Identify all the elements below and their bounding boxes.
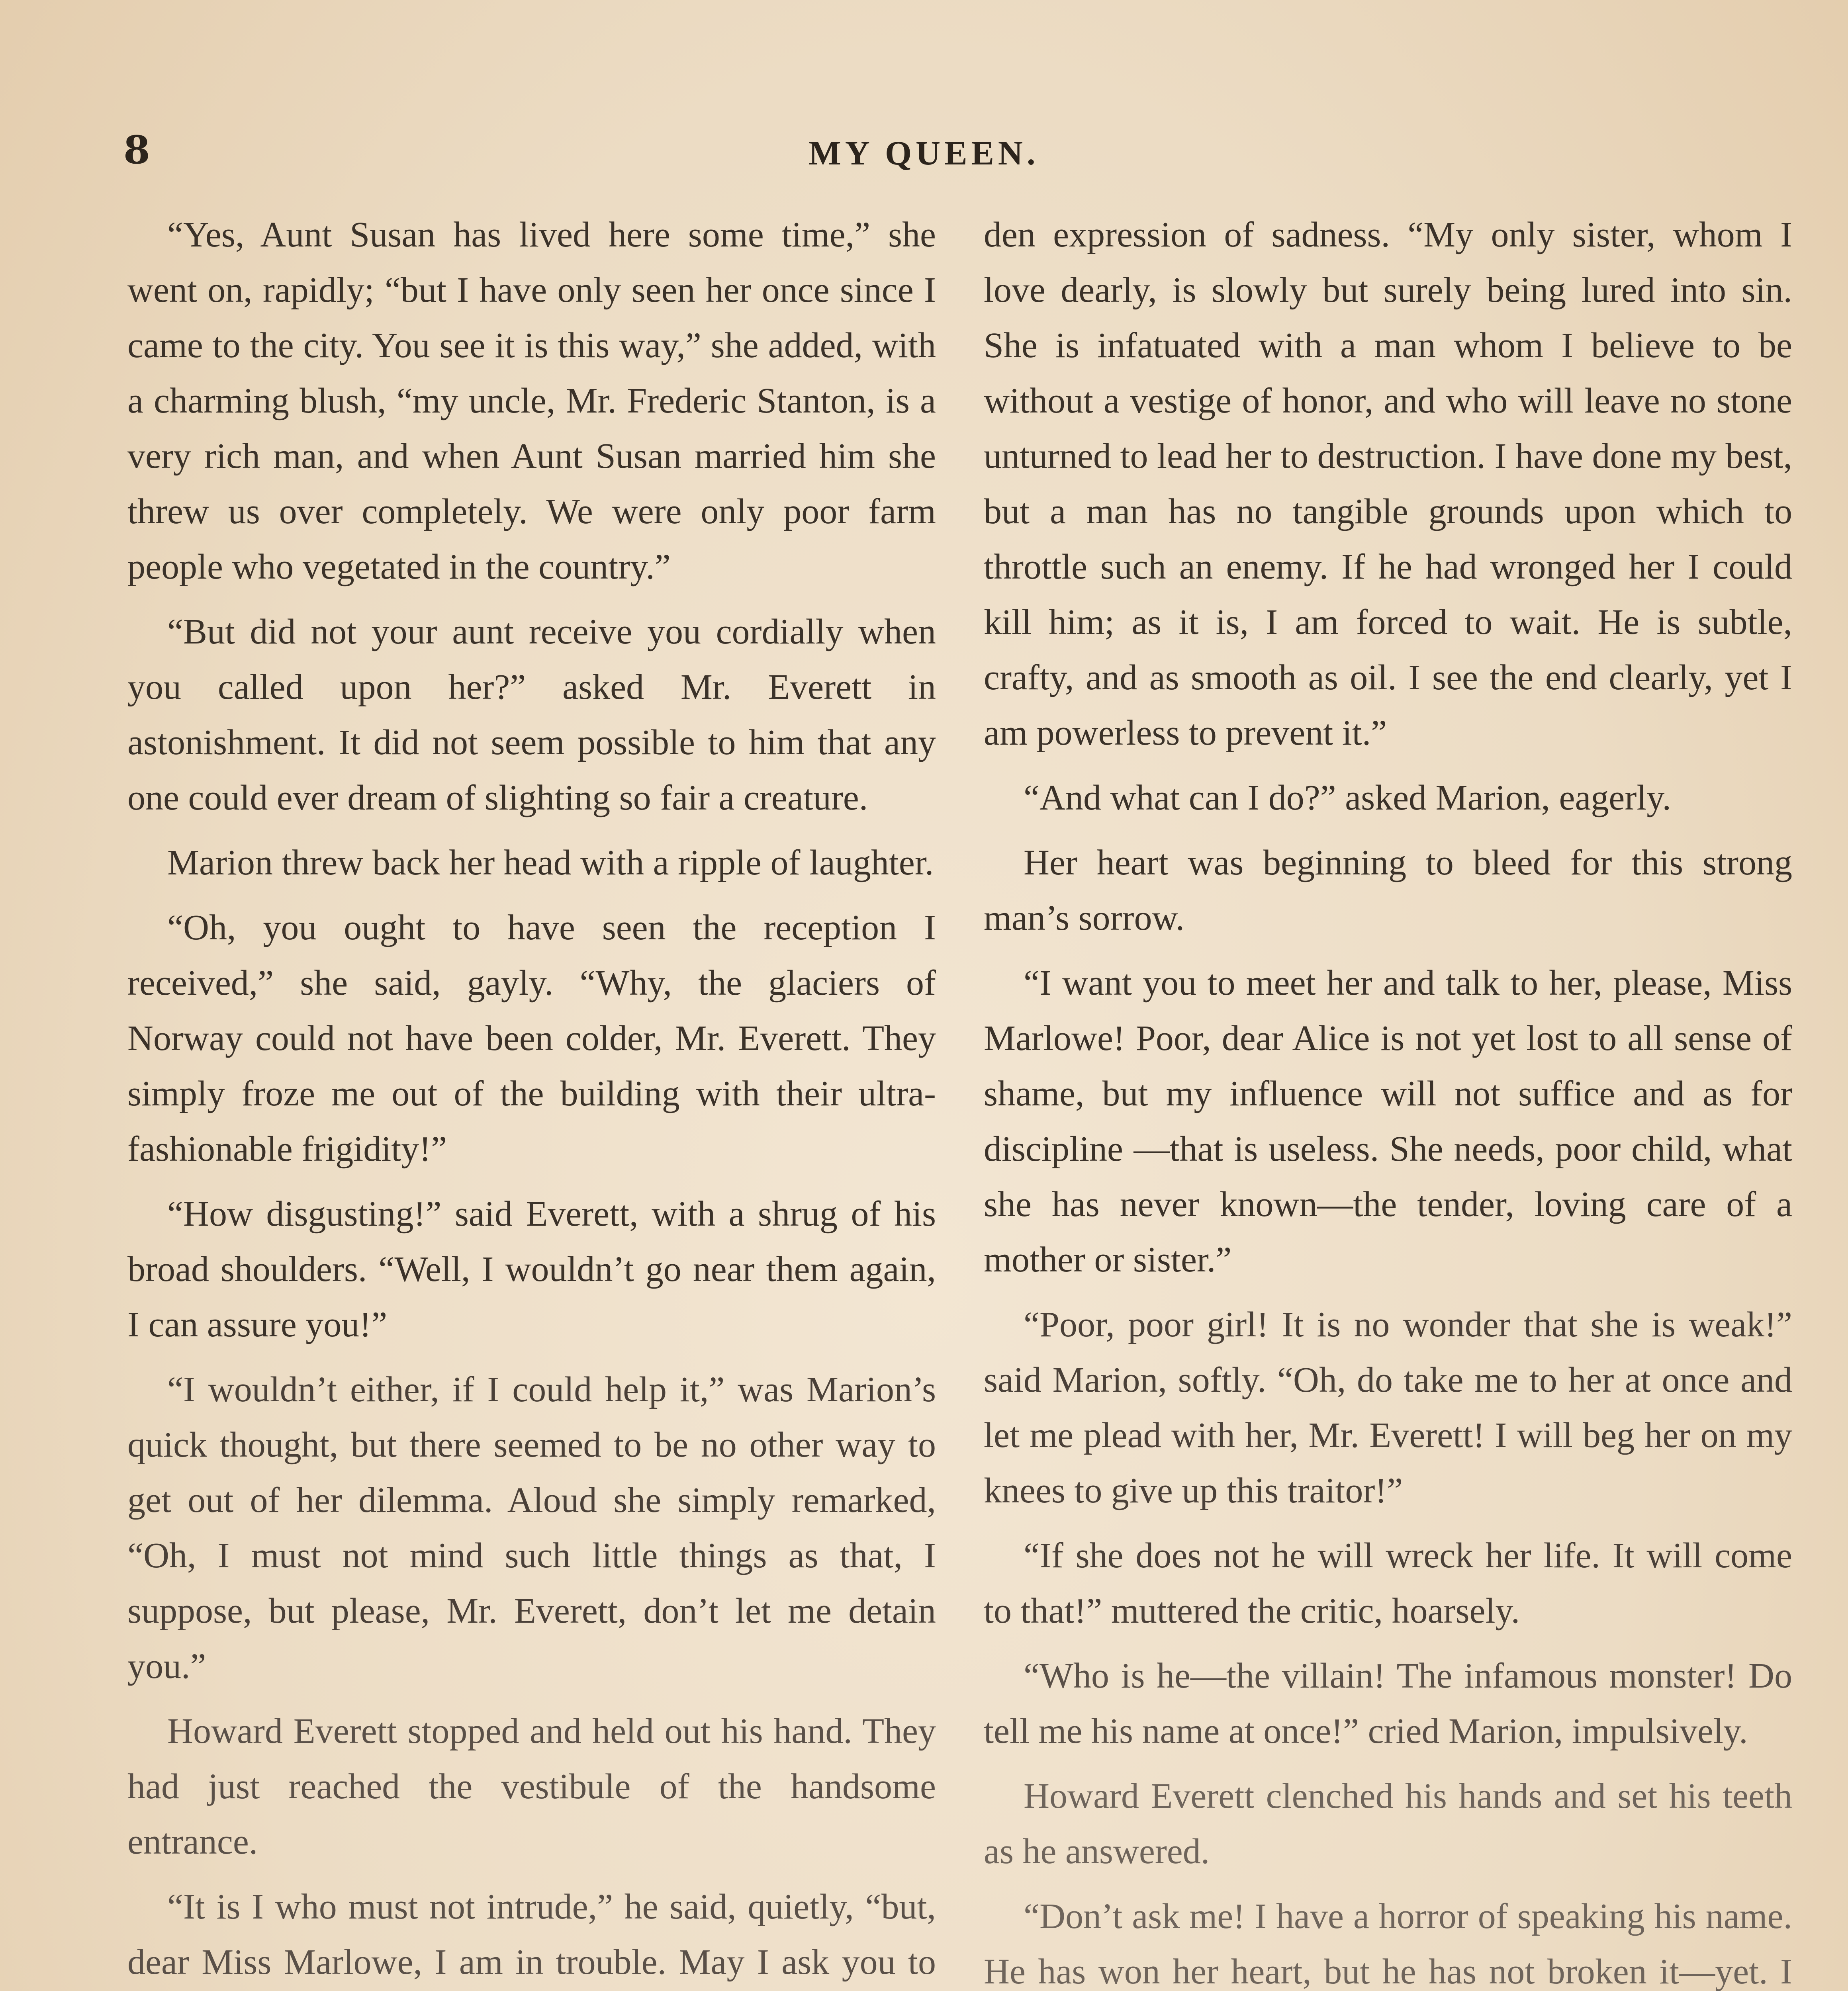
paragraph: Howard Everett clenched his hands and set his teeth as he answered.	[984, 1776, 1792, 1871]
page-title: MY QUEEN.	[808, 134, 1040, 172]
paragraph: “How disgusting!” said Everett, with a shrug of his broad shoulders. “Well, I wouldn’t go near them again, I can assure you!”	[127, 1194, 936, 1344]
paragraph: “Oh, you ought to have seen the reception I received,” she said, gayly. “Why, the glaciers of Norway could not have been colder, Mr. Everett. They simply froze me out of the building with their ultra-fashionable frigidity!”	[127, 908, 936, 1169]
paragraph: “I wouldn’t either, if I could help it,” was Marion’s quick thought, but there seemed to be no other way to get out of her dilemma. Aloud she simply remarked, “Oh, I must not mind such little things as that, I suppose, but please, Mr. Everett, don’t let me detain you.”	[127, 1370, 936, 1686]
paragraph: “Yes, Aunt Susan has lived here some time,” she went on, rapidly; “but I have only seen her once since I came to the city. You see it is this way,” she added, with a charming blush, “my uncle, Mr. Frederic Stanton, is a very rich man, and when Aunt Susan married him she threw us over completely. We were only poor farm people who vegetated in the country.”	[127, 215, 936, 587]
paragraph: “If she does not he will wreck her life. It will come to that!” muttered the critic, hoarsely.	[984, 1536, 1792, 1631]
paragraph: “Don’t ask me! I have a horror of speaking his name. He has won her heart, but he has not broken it—yet. I	[984, 1897, 1792, 1991]
right-text-column	[984, 207, 1792, 1991]
paragraph: “I want you to meet her and talk to her, please, Miss Marlowe! Poor, dear Alice is not yet lost to all sense of shame, but my influence will not suffice and as for discipline —that is useless. She needs, poor child, what she has never known—the tender, loving care of a mother or sister.”	[984, 963, 1792, 1279]
paragraph: Howard Everett stopped and held out his hand. They had just reached the vestibule of the handsome entrance.	[127, 1711, 936, 1862]
paragraph: Marion threw back her head with a ripple of laughter.	[167, 843, 934, 882]
paragraph: “But did not your aunt receive you cordially when you called upon her?” asked Mr. Everett in astonishment. It did not seem possible to him that any one could ever dream of slighting so fair a creature.	[127, 612, 936, 818]
paragraph: “And what can I do?” asked Marion, eagerly.	[1024, 778, 1671, 818]
paragraph: Her heart was beginning to bleed for this strong man’s sorrow.	[984, 843, 1792, 938]
running-header	[0, 119, 1848, 183]
paragraph: “It is I who must not intrude,” he said, quietly, “but, dear Miss Marlowe, I am in trouble. May I ask you to	[127, 1887, 936, 1982]
paragraph: “Poor, poor girl! It is no wonder that she is weak!” said Marion, softly. “Oh, do take me to her at once and let me plead with her, Mr. Everett! I will beg her on my knees to give up this traitor!”	[984, 1305, 1792, 1510]
left-text-column	[127, 207, 936, 1991]
paragraph: “Who is he—the villain! The infamous monster! Do tell me his name at once!” cried Marion, impulsively.	[984, 1656, 1792, 1751]
page-number: 8	[123, 127, 150, 172]
paragraph: den expression of sadness. “My only sister, whom I love dearly, is slowly but surely being lured into sin. She is infatuated with a man whom I believe to be without a vestige of honor, and who will leave no stone unturned to lead her to destruction. I have done my best, but a man has no tangible grounds upon which to throttle such an enemy. If he had wronged her I could kill him; as it is, I am forced to wait. He is subtle, crafty, and as smooth as oil. I see the end clearly, yet I am powerless to prevent it.”	[984, 215, 1792, 753]
